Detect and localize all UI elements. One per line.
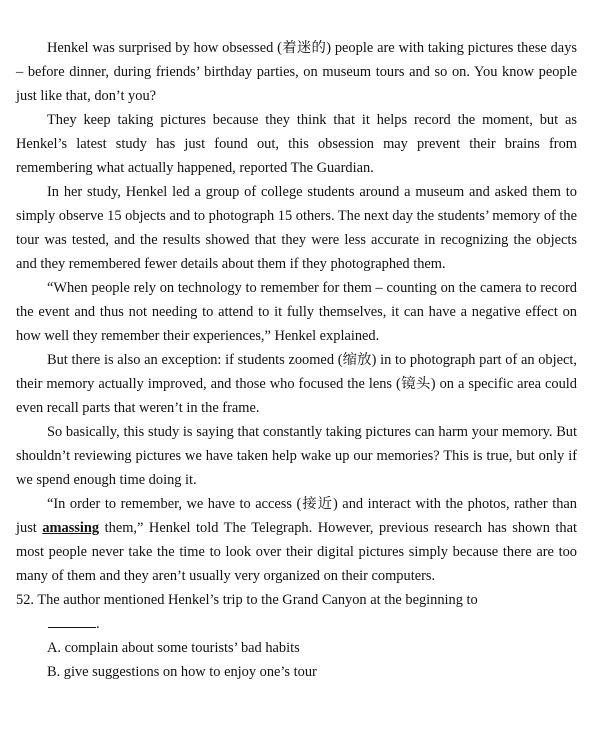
- paragraph-7-start: “In order to remember, we have to access (接近) and interact with the photos, rather than just: [16, 496, 577, 536]
- highlighted-keyword: amassing: [42, 520, 100, 536]
- document-page: [16, 36, 577, 684]
- question-stem: 52. The author mentioned Henkel’s trip to the Grand Canyon at the beginning to: [16, 592, 478, 608]
- paragraph-4: “When people rely on technology to remember for them – counting on the camera to record the event and thus not needing to attend to it fully themselves, it can have a negative effect on how well they remember their experiences,” Henkel explained.: [16, 280, 577, 344]
- paragraph-7: [16, 492, 577, 588]
- paragraph-7-end: them,” Henkel told The Telegraph. However, previous research has shown that most people never take the time to look over their digital pictures simply because there are too many of them and they aren’t usually very organized on their computers.: [16, 520, 577, 584]
- blank-period: .: [96, 616, 100, 632]
- option-a[interactable]: A. complain about some tourists’ bad habits: [47, 640, 300, 656]
- paragraph-2: They keep taking pictures because they think that it helps record the moment, but as Henkel’s latest study has just found out, this obsession may prevent their brains from remembering what actually happened, reported The Guardian.: [16, 112, 577, 176]
- paragraph-6: So basically, this study is saying that constantly taking pictures can harm your memory. But shouldn’t reviewing pictures we have taken help wake up our memories? This is true, but only if we spend enough time doing it.: [16, 424, 577, 488]
- paragraph-3: In her study, Henkel led a group of college students around a museum and asked them to simply observe 15 objects and to photograph 15 others. The next day the students’ memory of the tour was tested, and the results showed that they were less accurate in recognizing the objects and they remembered fewer details about them if they photographed them.: [16, 184, 577, 272]
- option-b[interactable]: B. give suggestions on how to enjoy one’s tour: [47, 664, 317, 680]
- paragraph-1: Henkel was surprised by how obsessed (着迷的) people are with taking pictures these days – before dinner, during friends’ birthday parties, on museum tours and so on. You know people just like that, don’t you?: [16, 40, 577, 104]
- answer-blank-line: [16, 612, 577, 636]
- paragraph-5: But there is also an exception: if students zoomed (缩放) in to photograph part of an object, their memory actually improved, and those who focused the lens (镜头) on a specific area could even recall parts that weren’t in the frame.: [16, 352, 577, 416]
- answer-blank[interactable]: [48, 613, 96, 628]
